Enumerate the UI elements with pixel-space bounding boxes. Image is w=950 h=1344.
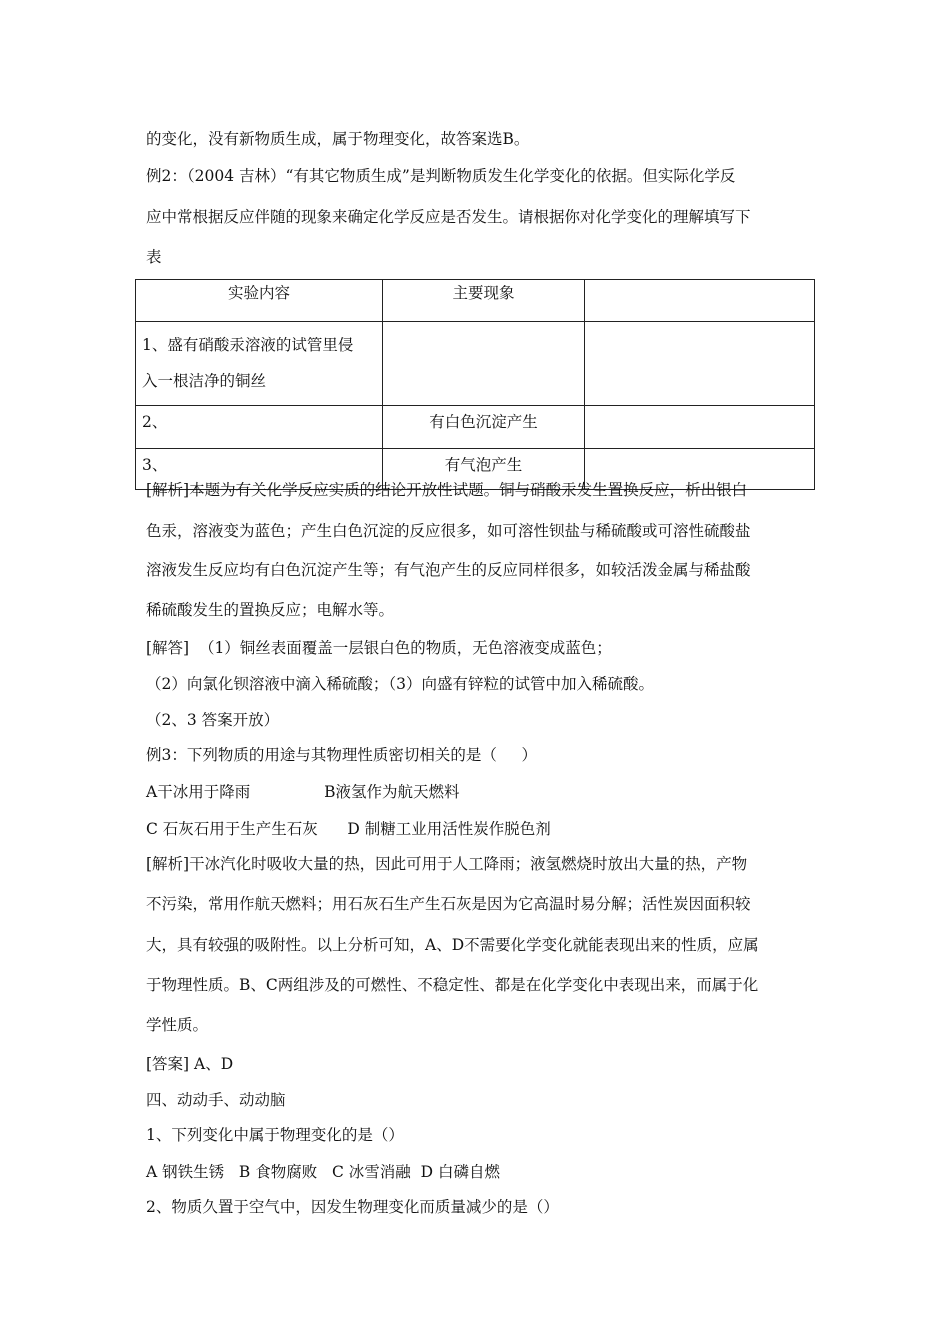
table-cell: 有气泡产生 [383,449,585,490]
text-line: 学性质。 [146,1016,209,1034]
text-line: 的变化，没有新物质生成，属于物理变化，故答案选B。 [146,130,530,148]
table-cell [585,322,815,406]
text-line: [解答] （1）铜丝表面覆盖一层银白色的物质，无色溶液变成蓝色； [146,639,612,657]
header-cell: 实验内容 [136,280,383,322]
text-line: 大，具有较强的吸附性。以上分析可知，A、D不需要化学变化就能表现出来的性质，应属 [146,936,759,954]
section-heading: 四、动动手、动动脑 [146,1091,286,1109]
text-line: 于物理性质。B、C两组涉及的可燃性、不稳定性、都是在化学变化中表现出来，而属于化 [146,976,759,994]
header-cell: 主要现象 [383,280,585,322]
text-line: 溶液发生反应均有白色沉淀产生等；有气泡产生的反应同样很多，如较活泼金属与稀盐酸 [146,561,751,579]
question-line: 2、物质久置于空气中，因发生物理变化而质量减少的是（） [146,1198,559,1216]
table-cell: 有白色沉淀产生 [383,406,585,449]
table-row [136,322,815,406]
text-line: 稀硫酸发生的置换反应；电解水等。 [146,601,395,619]
text-line: （2、3 答案开放） [146,711,280,729]
table-cell: 3、 [136,449,383,490]
text-line: 不污染，常用作航天燃料；用石灰石生产生石灰是因为它高温时易分解；活性炭因面积较 [146,895,751,913]
text-line: 应中常根据反应伴随的现象来确定化学反应是否发生。请根据你对化学变化的理解填写下 [146,208,751,226]
text-line: [解析]干冰汽化时吸收大量的热，因此可用于人工降雨；液氢燃烧时放出大量的热，产物 [146,855,748,873]
question-line: 1、下列变化中属于物理变化的是（） [146,1126,404,1144]
text-line: （2）向氯化钡溶液中滴入稀硫酸；（3）向盛有锌粒的试管中加入稀硫酸。 [146,675,654,693]
table-cell [585,406,815,449]
table-cell [136,322,383,406]
header-cell [585,280,815,322]
text-line: 色汞，溶液变为蓝色；产生白色沉淀的反应很多，如可溶性钡盐与稀硫酸或可溶性硫酸盐 [146,522,751,540]
cell-line: 入一根洁净的铜丝 [142,372,267,390]
text-line: [解析]本题为有关化学反应实质的结论开放性试题。铜与硝酸汞发生置换反应，析出银白 [146,481,748,499]
table-header-row [136,280,815,322]
text-line: 例2：（2004 吉林）“有其它物质生成”是判断物质发生化学变化的依据。但实际化学反 [146,167,736,185]
text-line: [答案] A、D [146,1055,234,1073]
cell-line: 1、盛有硝酸汞溶液的试管里侵 [142,336,354,354]
text-line: 表 [146,248,162,266]
table-row [136,406,815,449]
options-line: A 钢铁生锈 B 食物腐败 C 冰雪消融 D 白磷自燃 [146,1163,500,1181]
text-line: A干冰用于降雨 B液氢作为航天燃料 [146,783,460,801]
table-cell [383,322,585,406]
text-line: C 石灰石用于生产生石灰 D 制糖工业用活性炭作脱色剂 [146,820,551,838]
table-cell: 2、 [136,406,383,449]
text-line: 例3：下列物质的用途与其物理性质密切相关的是（ ） [146,746,537,764]
experiment-table [135,279,815,490]
